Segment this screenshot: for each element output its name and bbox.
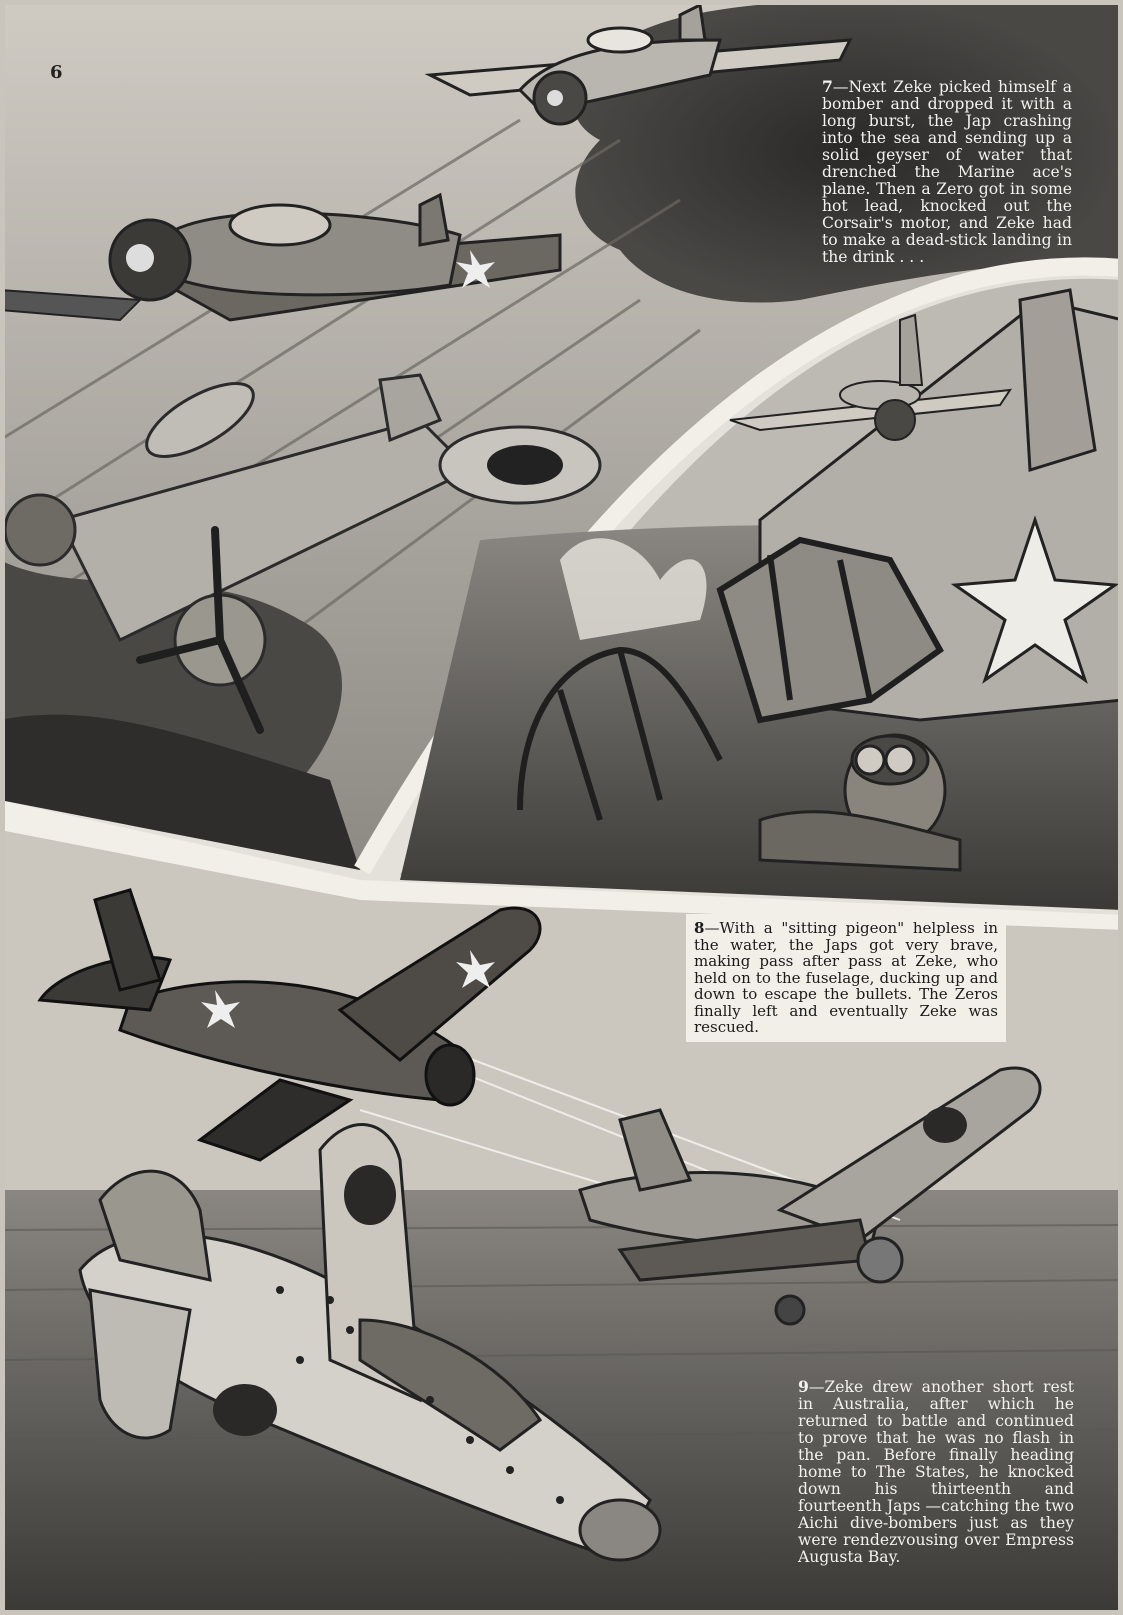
panel-9-number: 9 [798,1377,809,1396]
panel-9-caption [798,1378,1074,1566]
page-number: 6 [50,62,63,83]
panel-8-caption [686,914,1006,1042]
panel-9-text: —Zeke drew another short rest in Australia, after which he returned to battle and continued to prove that he was no flash in the pan. Before finally heading home to The States, he knocked down his thirteenth and fourteenth Japs —catching the two Aichi dive-bombers just as they were rendezvousing over Empress Augusta Bay. [798,1378,1074,1566]
panel-7-caption [822,78,1072,266]
panel-7-text: —Next Zeke picked himself a bomber and dropped it with a long burst, the Jap crashing into the sea and sending up a solid geyser of water that drenched the Marine ace's plane. Then a Zero got in some hot lead, knocked out the Corsair's motor, and Zeke had to make a dead-stick landing in the drink . . . [822,78,1072,266]
panel-7-number: 7 [822,77,833,96]
panel-8-text: —With a "sitting pigeon" helpless in the water, the Japs got very brave, making pass after pass at Zeke, who held on to the fuselage, ducking up and down to escape the bullets. The Zeros finally left and eventually Zeke was rescued. [694,919,998,1036]
panel-8-number: 8 [694,919,705,937]
